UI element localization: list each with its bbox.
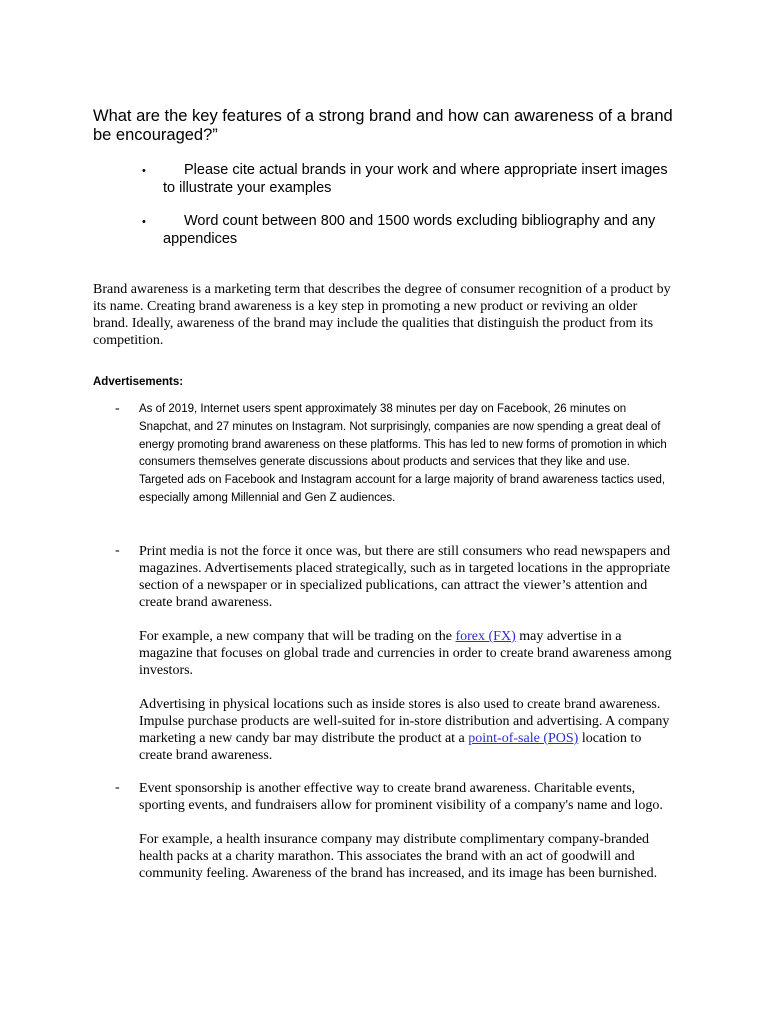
paragraph: Event sponsorship is another effective way to create brand awareness. Charitable events, sporting events, and fundraisers allow for prominent visibility of a company's name and logo. [139,781,663,813]
section-heading-advertisements: Advertisements: [93,376,184,388]
paragraph-text: For example, a new company that will be trading on the [139,629,456,644]
list-dash: - [115,780,120,795]
paragraph [139,696,675,764]
list-item-text: As of 2019, Internet users spent approximately 38 minutes per day on Facebook, 26 minutes on Snapchat, and 27 minutes on Instagram. Not surprisingly, companies are now spending a great deal of energy promoting brand awareness on these platforms. This has led to new forms of promotion in which consumers themselves generate discussions about products and services that they like and use. Targeted ads on Facebook and Instagram account for a large majority of brand awareness tactics used, especially among Millennial and Gen Z audiences. [139,403,667,504]
requirement-item [163,213,683,248]
paragraph-text: location to create brand awareness. [139,731,642,763]
requirement-text: Word count between 800 and 1500 words excluding bibliography and any appendices [163,213,656,247]
paragraph: Print media is not the force it once was, but there are still consumers who read newspapers and magazines. Advertisements placed strategically, such as in targeted locations in the appropriate section of a newspaper or in specialized publications, can attract the viewer’s attention and create brand awareness. [139,544,671,610]
point-of-sale-link[interactable]: point-of-sale (POS) [468,731,579,746]
assignment-question: What are the key features of a strong brand and how can awareness of a brand be encouraged?” [93,107,673,144]
forex-link[interactable]: forex (FX) [455,629,516,644]
bullet-icon [142,213,163,232]
list-item-print-media [139,543,675,781]
requirements-list [163,162,683,264]
paragraph-text: Advertising in physical locations such as inside stores is also used to create brand awareness. Impulse purchase products are well-suited for in-store distribution and advertising. A company marketing a new candy bar may distribute the product at a [139,697,670,746]
list-item-social-media [139,401,675,508]
paragraph-text: may advertise in a magazine that focuses on global trade and currencies in order to create brand awareness among investors. [139,629,672,678]
intro-paragraph: Brand awareness is a marketing term that describes the degree of consumer recognition of a product by its name. Creating brand awareness is a key step in promoting a new product or reviving an older brand. Ideally, awareness of the brand may include the qualities that distinguish the product from its competition. [93,282,671,348]
paragraph [139,628,675,679]
list-dash: - [115,543,120,558]
requirement-item [163,162,683,197]
paragraph: For example, a health insurance company may distribute complimentary company-branded health packs at a charity marathon. This associates the brand with an act of goodwill and community feeling. Awareness of the brand has increased, and its image has been burnished. [139,832,658,881]
requirement-text: Please cite actual brands in your work and where appropriate insert images to illustrate your examples [163,162,668,196]
list-item-event-sponsorship [139,780,675,899]
list-dash: - [115,401,120,416]
bullet-icon [142,162,163,181]
